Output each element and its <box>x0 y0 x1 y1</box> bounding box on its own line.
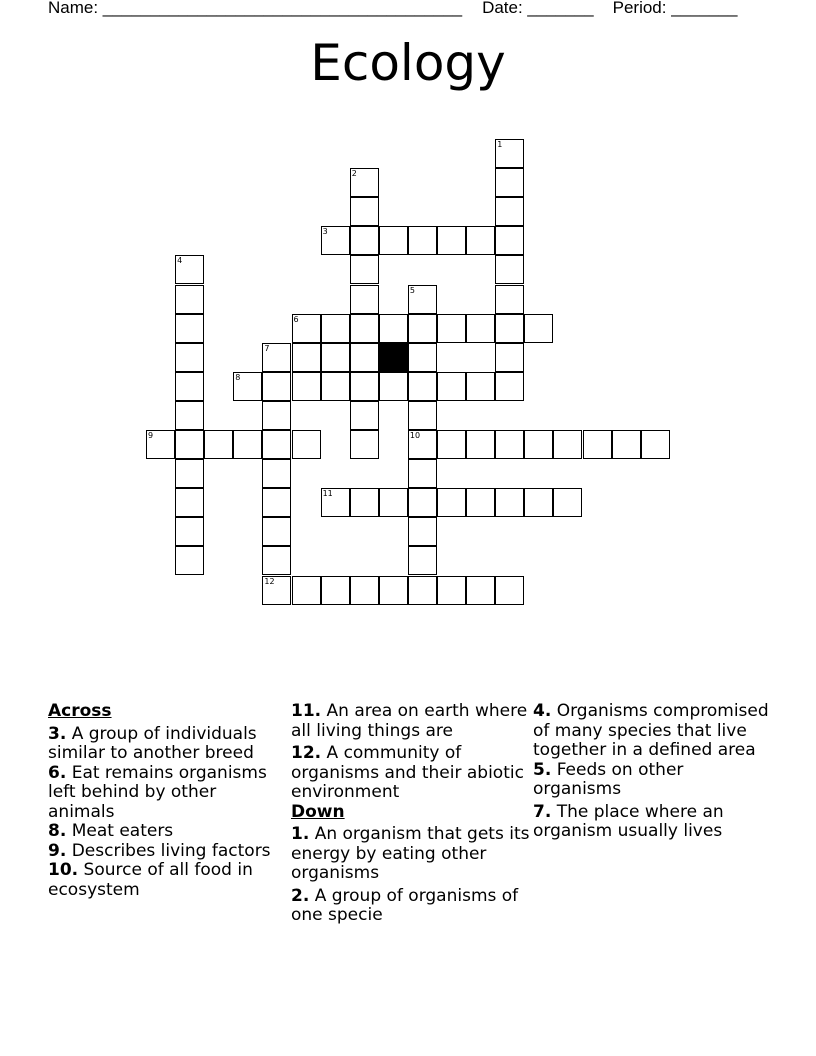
crossword-cell[interactable] <box>408 517 437 546</box>
crossword-cell[interactable] <box>583 430 612 459</box>
crossword-cell[interactable] <box>553 488 582 517</box>
crossword-cell[interactable] <box>350 488 379 517</box>
cell-number: 8 <box>235 372 241 382</box>
crossword-cell[interactable] <box>233 430 262 459</box>
crossword-cell[interactable] <box>437 226 466 255</box>
crossword-cell[interactable] <box>437 372 466 401</box>
crossword-cell[interactable] <box>262 372 291 401</box>
name-field: Name: ______________________________________ <box>48 0 463 17</box>
clue-number: 4. <box>533 701 552 721</box>
crossword-cell[interactable] <box>495 488 524 517</box>
down-heading: Down <box>291 801 345 822</box>
crossword-cell[interactable] <box>495 430 524 459</box>
crossword-cell[interactable] <box>262 343 291 372</box>
crossword-cell[interactable] <box>379 314 408 343</box>
cell-number: 12 <box>264 576 275 586</box>
clue-number: 8. <box>48 821 67 841</box>
page-title: Ecology <box>310 34 506 92</box>
crossword-cell[interactable] <box>146 430 175 459</box>
clue-text: Meat eaters <box>71 821 174 841</box>
crossword-cell[interactable] <box>641 430 670 459</box>
crossword-cell[interactable] <box>524 314 553 343</box>
across-heading: Across <box>48 701 112 721</box>
crossword-cell[interactable] <box>466 372 495 401</box>
crossword-cell[interactable] <box>437 576 466 605</box>
crossword-cell[interactable] <box>175 430 204 459</box>
clue-text: Feeds on other organisms <box>533 759 684 799</box>
crossword-cell[interactable] <box>175 314 204 343</box>
cell-number: 4 <box>177 256 183 266</box>
crossword-cell[interactable] <box>524 430 553 459</box>
clues-column-1 <box>48 702 288 900</box>
crossword-cell[interactable] <box>350 168 379 197</box>
clue-number: 1. <box>291 824 310 844</box>
clue-number: 11. <box>291 701 322 721</box>
crossword-cell[interactable] <box>350 343 379 372</box>
crossword-cell[interactable] <box>175 343 204 372</box>
crossword-cell[interactable] <box>350 372 379 401</box>
crossword-cell[interactable] <box>350 430 379 459</box>
crossword-cell[interactable] <box>379 226 408 255</box>
cell-number: 9 <box>148 431 154 440</box>
crossword-cell[interactable] <box>175 488 204 517</box>
crossword-cell[interactable] <box>495 372 524 401</box>
crossword-cell[interactable] <box>495 139 524 168</box>
crossword-cell[interactable] <box>408 576 437 605</box>
clue-number: 3. <box>48 723 67 744</box>
crossword-cell[interactable] <box>466 576 495 605</box>
cell-number: 11 <box>322 489 333 499</box>
clue-number: 10. <box>48 860 79 880</box>
crossword-cell[interactable] <box>175 401 204 430</box>
cell-number: 6 <box>293 314 299 324</box>
clues-column-3 <box>533 702 773 842</box>
crossword-cell[interactable] <box>175 255 204 284</box>
crossword-cell[interactable] <box>495 226 524 255</box>
clues-column-2 <box>291 702 531 926</box>
cell-number: 5 <box>409 285 415 295</box>
crossword-cell[interactable] <box>408 314 437 343</box>
crossword-cell[interactable] <box>495 576 524 605</box>
crossword-cell[interactable] <box>175 459 204 488</box>
crossword-cell[interactable] <box>408 285 437 314</box>
crossword-cell[interactable] <box>495 343 524 372</box>
crossword-cell[interactable] <box>437 488 466 517</box>
clue-down-7 <box>533 803 773 842</box>
crossword-cell[interactable] <box>553 430 582 459</box>
clue-text: Describes living factors <box>71 840 271 861</box>
crossword-cell[interactable] <box>262 401 291 430</box>
crossword-cell[interactable] <box>350 401 379 430</box>
crossword-cell[interactable] <box>379 576 408 605</box>
crossword-cell[interactable] <box>321 314 350 343</box>
crossword-cell[interactable] <box>437 430 466 459</box>
crossword-cell[interactable] <box>466 430 495 459</box>
clue-text: A community of organisms and their abiotic environment <box>291 743 524 802</box>
crossword-cell[interactable] <box>524 488 553 517</box>
cell-number: 3 <box>322 227 328 237</box>
crossword-cell[interactable] <box>350 255 379 284</box>
date-field: Date: _______ <box>482 0 594 17</box>
crossword-cell[interactable] <box>350 285 379 314</box>
crossword-cell[interactable] <box>495 168 524 197</box>
clue-across-12 <box>291 744 531 803</box>
crossword-cell[interactable] <box>350 314 379 343</box>
crossword-cell[interactable] <box>175 285 204 314</box>
crossword-cell[interactable] <box>321 343 350 372</box>
cell-number: 2 <box>351 169 357 179</box>
crossword-cell[interactable] <box>495 255 524 284</box>
clue-text: Source of all food in ecosystem <box>48 860 253 900</box>
clue-number: 2. <box>291 885 310 906</box>
crossword-cell[interactable] <box>495 314 524 343</box>
clue-across-11 <box>291 702 531 741</box>
crossword-cell[interactable] <box>321 226 350 255</box>
clue-text: The place where an organism usually lives <box>533 801 724 841</box>
clue-down-1 <box>291 825 531 884</box>
crossword-cell[interactable] <box>175 372 204 401</box>
crossword-cell[interactable] <box>408 430 437 459</box>
crossword-cell[interactable] <box>350 226 379 255</box>
clue-number: 5. <box>533 759 552 780</box>
period-field: Period: _______ <box>612 0 738 17</box>
crossword-cell[interactable] <box>495 285 524 314</box>
clue-text: Eat remains organisms left behind by other animals <box>48 762 267 822</box>
clue-text: An area on earth where all living things are <box>291 701 528 741</box>
crossword-cell[interactable] <box>350 197 379 226</box>
crossword-cell[interactable] <box>408 546 437 575</box>
clue-across-6 <box>48 764 288 823</box>
crossword-cell[interactable] <box>262 430 291 459</box>
crossword-cell[interactable] <box>204 430 233 459</box>
crossword-cell[interactable] <box>262 546 291 575</box>
crossword-cell[interactable] <box>321 576 350 605</box>
crossword-cell[interactable] <box>379 488 408 517</box>
crossword-cell[interactable] <box>408 372 437 401</box>
crossword-cell[interactable] <box>175 517 204 546</box>
crossword-cell[interactable] <box>495 197 524 226</box>
clue-down-5 <box>533 761 773 800</box>
cell-number: 7 <box>264 343 270 353</box>
crossword-cell[interactable] <box>262 459 291 488</box>
crossword-cell[interactable] <box>408 488 437 517</box>
crossword-cell[interactable] <box>262 576 291 605</box>
crossword-cell[interactable] <box>321 488 350 517</box>
clue-across-9 <box>48 842 288 862</box>
clue-across-8 <box>48 822 288 842</box>
clue-across-3 <box>48 725 288 764</box>
crossword-cell[interactable] <box>408 343 437 372</box>
crossword-cell[interactable] <box>466 226 495 255</box>
crossword-cell[interactable] <box>612 430 641 459</box>
cell-number: 10 <box>409 431 421 440</box>
crossword-cell[interactable] <box>175 546 204 575</box>
crossword-cell[interactable] <box>350 576 379 605</box>
crossword-cell[interactable] <box>466 488 495 517</box>
crossword-cell[interactable] <box>408 459 437 488</box>
clue-number: 12. <box>291 743 322 763</box>
clue-text: A group of individuals similar to another breed <box>48 723 257 763</box>
clue-number: 7. <box>533 801 552 822</box>
shaded-cell <box>379 343 408 372</box>
clue-across-10 <box>48 861 288 900</box>
crossword-cell[interactable] <box>292 343 321 372</box>
clue-text: An organism that gets its energy by eating other organisms <box>291 824 530 883</box>
clue-text: A group of organisms of one specie <box>291 885 519 925</box>
clue-number: 9. <box>48 840 67 861</box>
cell-number: 1 <box>497 140 503 149</box>
crossword-cell[interactable] <box>262 517 291 546</box>
clue-down-2 <box>291 887 531 926</box>
crossword-cell[interactable] <box>408 226 437 255</box>
clue-number: 6. <box>48 762 67 783</box>
crossword-cell[interactable] <box>233 372 262 401</box>
clue-down-4 <box>533 702 773 761</box>
crossword-cell[interactable] <box>437 314 466 343</box>
clue-text: Organisms compromised of many species that live together in a defined area <box>533 701 769 760</box>
crossword-cell[interactable] <box>379 372 408 401</box>
crossword-cell[interactable] <box>408 401 437 430</box>
crossword-cell[interactable] <box>292 314 321 343</box>
crossword-cell[interactable] <box>292 430 321 459</box>
crossword-cell[interactable] <box>292 372 321 401</box>
crossword-cell[interactable] <box>292 576 321 605</box>
crossword-cell[interactable] <box>466 314 495 343</box>
crossword-cell[interactable] <box>321 372 350 401</box>
crossword-cell[interactable] <box>262 488 291 517</box>
